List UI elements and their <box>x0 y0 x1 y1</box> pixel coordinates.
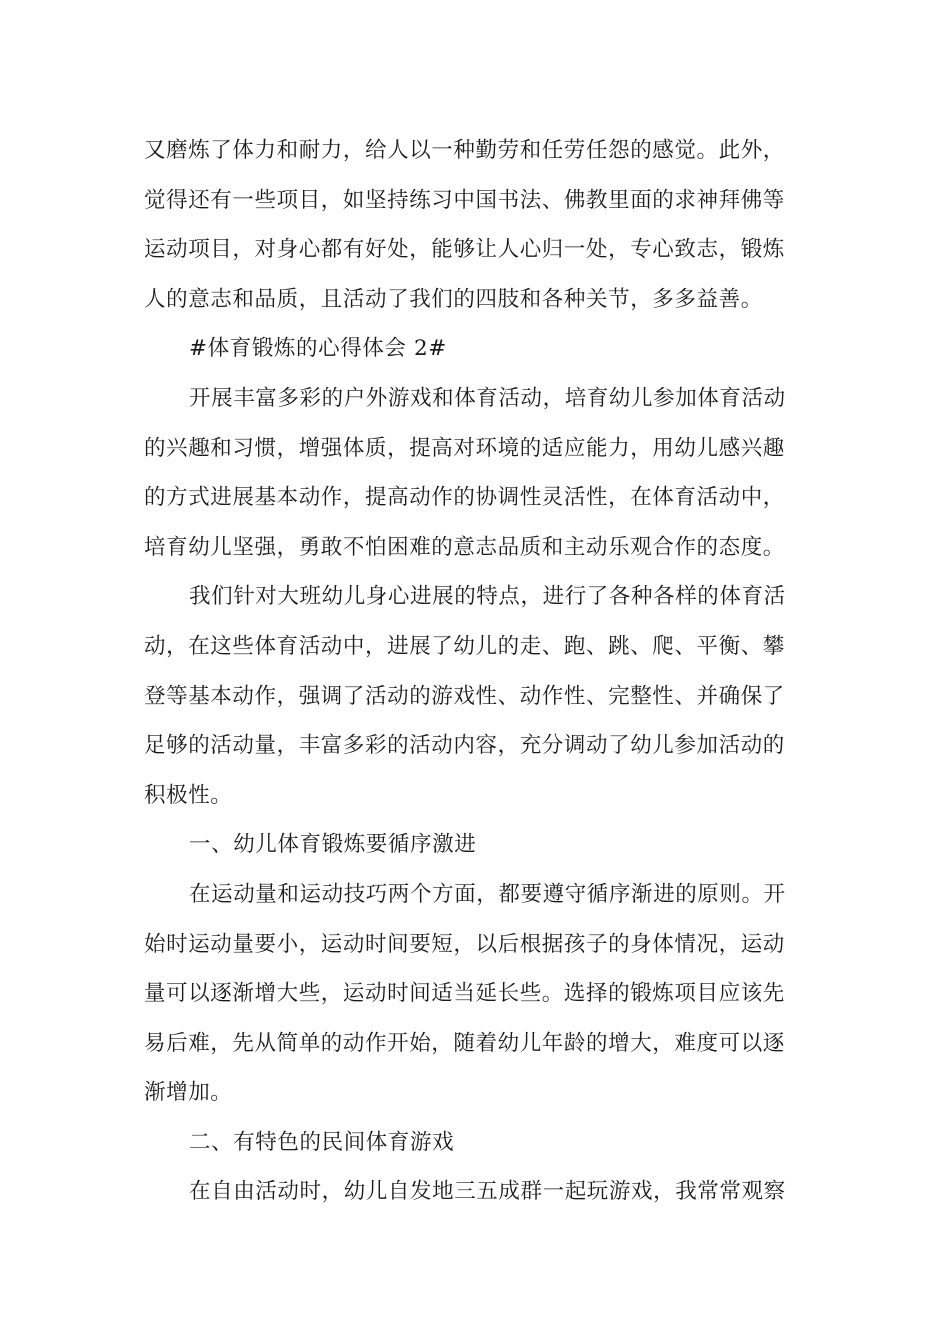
text-line: 在运动量和运动技巧两个方面，都要遵守循序渐进的原则。开 <box>189 881 786 907</box>
text-line: 运动项目，对身心都有好处，能够让人心归一处，专心致志，锻炼 <box>144 237 785 263</box>
text-line: 量可以逐渐增大些，运动时间适当延长些。选择的锻炼项目应该先 <box>144 981 785 1007</box>
paragraph-4 <box>144 572 814 820</box>
text-line: 开展丰富多彩的户外游戏和体育活动，培育幼儿参加体育活动 <box>189 385 786 411</box>
heading-line: 一、幼儿体育锻炼要循序激进 <box>189 832 477 858</box>
subheading-2 <box>144 1118 814 1168</box>
heading-line: 二、有特色的民间体育游戏 <box>189 1129 455 1155</box>
text-line: 始时运动量要小，运动时间要短，以后根据孩子的身体情况，运动 <box>144 931 785 957</box>
text-line: 足够的活动量，丰富多彩的活动内容，充分调动了幼儿参加活动的 <box>144 733 785 759</box>
text-line: 登等基本动作，强调了活动的游戏性、动作性、完整性、并确保了 <box>144 683 785 709</box>
subheading-1 <box>144 820 814 870</box>
text-line: 动，在这些体育活动中，进展了幼儿的走、跑、跳、爬、平衡、攀 <box>144 633 785 659</box>
text-line: 又磨炼了体力和耐力，给人以一种勤劳和任劳任怨的感觉。此外， <box>144 138 785 163</box>
heading-line: #体育锻炼的心得体会 2# <box>189 336 447 362</box>
text-line: 在自由活动时，幼儿自发地三五成群一起玩游戏，我常常观察 <box>189 1179 786 1205</box>
text-line: 觉得还有一些项目，如坚持练习中国书法、佛教里面的求神拜佛等 <box>144 187 785 213</box>
section-heading-2 <box>144 324 814 374</box>
text-line: 人的意志和品质，且活动了我们的四肢和各种关节，多多益善。 <box>144 286 763 312</box>
text-line: 的方式进展基本动作，提高动作的协调性灵活性，在体育活动中， <box>144 485 785 511</box>
paragraph-3 <box>144 374 814 572</box>
text-line: 积极性。 <box>144 782 233 808</box>
text-line: 易后难，先从简单的动作开始，随着幼儿年龄的增大，难度可以逐 <box>144 1030 785 1056</box>
paragraph-8 <box>144 1167 814 1217</box>
text-line: 的兴趣和习惯，增强体质，提高对环境的适应能力，用幼儿感兴趣 <box>144 435 785 461</box>
paragraph-1 <box>144 126 814 324</box>
text-line: 培育幼儿坚强，勇敢不怕困难的意志品质和主动乐观合作的态度。 <box>144 534 785 560</box>
document-body <box>144 126 814 1217</box>
paragraph-6 <box>144 870 814 1118</box>
text-line: 我们针对大班幼儿身心进展的特点，进行了各种各样的体育活 <box>189 584 786 610</box>
text-line: 渐增加。 <box>144 1080 233 1106</box>
